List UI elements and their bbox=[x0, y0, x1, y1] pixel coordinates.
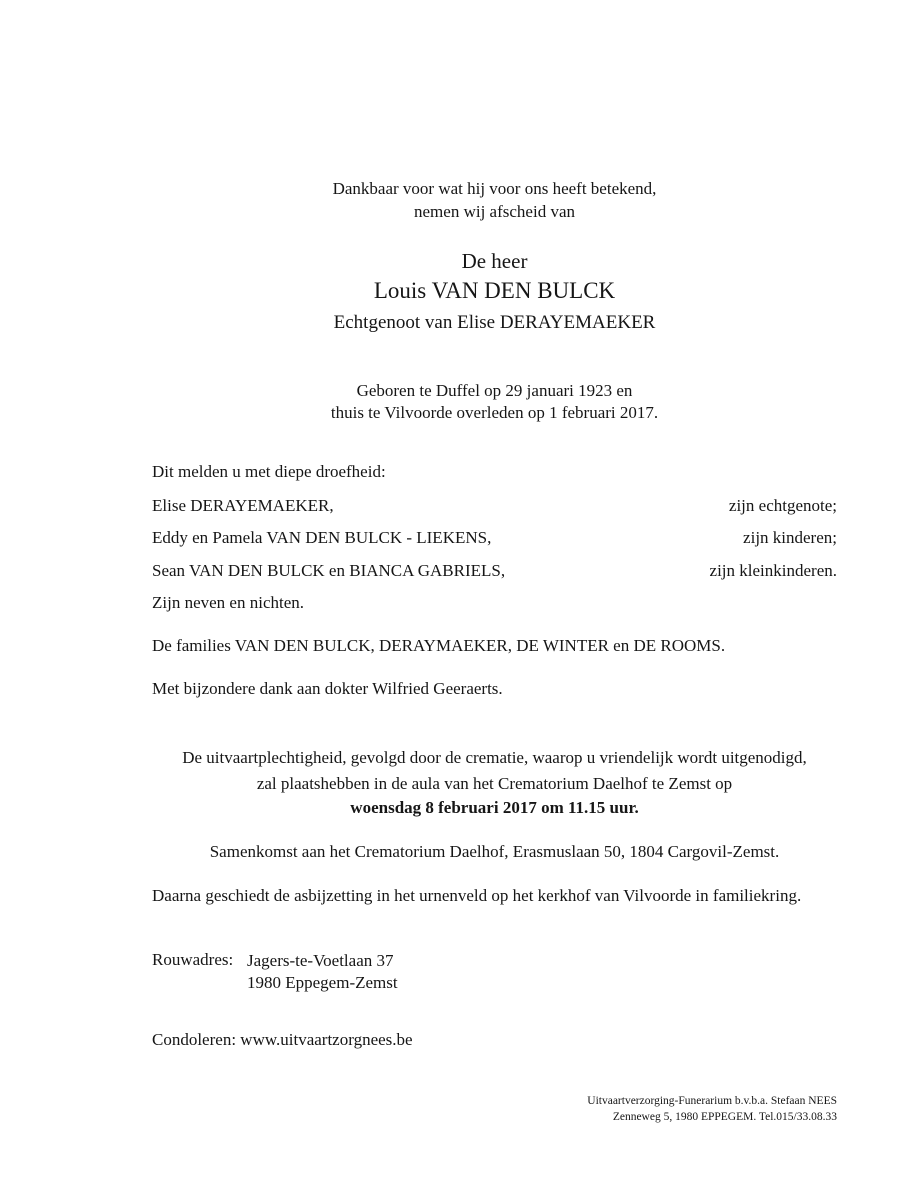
announcement-line: Dit melden u met diepe droefheid: bbox=[152, 462, 386, 481]
mourning-address-line-1: Jagers-te-Voetlaan 37 bbox=[247, 951, 394, 970]
relative-relation: zijn kinderen; bbox=[743, 528, 837, 547]
ceremony-line-2: zal plaatshebben in de aula van het Crematorium Daelhof te Zemst op bbox=[256, 774, 733, 793]
relatives-extra-line: Zijn neven en nichten. bbox=[152, 593, 305, 612]
gathering-line: Samenkomst aan het Crematorium Daelhof, Erasmuslaan 50, 1804 Cargovil-Zemst. bbox=[209, 842, 780, 861]
relative-row bbox=[152, 528, 837, 548]
death-line: thuis te Vilvoorde overleden op 1 februari 2017. bbox=[330, 403, 659, 422]
thanks-line: Met bijzondere dank aan dokter Wilfried Geeraerts. bbox=[152, 679, 503, 698]
mourning-address bbox=[152, 950, 398, 994]
relative-relation: zijn echtgenote; bbox=[728, 496, 837, 515]
relative-names: Eddy en Pamela VAN DEN BULCK - LIEKENS, bbox=[152, 528, 492, 547]
relative-names: Elise DERAYEMAEKER, bbox=[152, 496, 334, 515]
burial-line: Daarna geschiedt de asbijzetting in het urnenveld op het kerkhof van Vilvoorde in familiekring. bbox=[152, 886, 802, 905]
relative-row bbox=[152, 496, 837, 516]
relative-row bbox=[152, 561, 837, 581]
mourning-address-label: Rouwadres: bbox=[152, 950, 234, 969]
relative-names: Sean VAN DEN BULCK en BIANCA GABRIELS, bbox=[152, 561, 506, 580]
deceased-name: Louis VAN DEN BULCK bbox=[373, 278, 616, 303]
intro-line-2: nemen wij afscheid van bbox=[414, 202, 575, 221]
ceremony-datetime: woensdag 8 februari 2017 om 11.15 uur. bbox=[350, 798, 639, 817]
spouse-line: Echtgenoot van Elise DERAYEMAEKER bbox=[333, 312, 656, 333]
mourning-address-line-2: 1980 Eppegem-Zemst bbox=[247, 973, 398, 992]
footer-line-1: Uitvaartverzorging-Funerarium b.v.b.a. Stefaan NEES bbox=[587, 1095, 837, 1107]
ceremony-line-1: De uitvaartplechtigheid, gevolgd door de crematie, waarop u vriendelijk wordt uitgenodigd, bbox=[182, 748, 807, 767]
honorific: De heer bbox=[461, 249, 528, 273]
intro-line-1: Dankbaar voor wat hij voor ons heeft betekend, bbox=[332, 179, 657, 198]
birth-line: Geboren te Duffel op 29 januari 1923 en bbox=[356, 381, 633, 400]
footer-line-2: Zenneweg 5, 1980 EPPEGEM. Tel.015/33.08.33 bbox=[612, 1111, 837, 1123]
families-line: De families VAN DEN BULCK, DERAYMAEKER, DE WINTER en DE ROOMS. bbox=[152, 636, 726, 655]
condolences-line: Condoleren: www.uitvaartzorgnees.be bbox=[152, 1030, 413, 1049]
relative-relation: zijn kleinkinderen. bbox=[709, 561, 837, 580]
